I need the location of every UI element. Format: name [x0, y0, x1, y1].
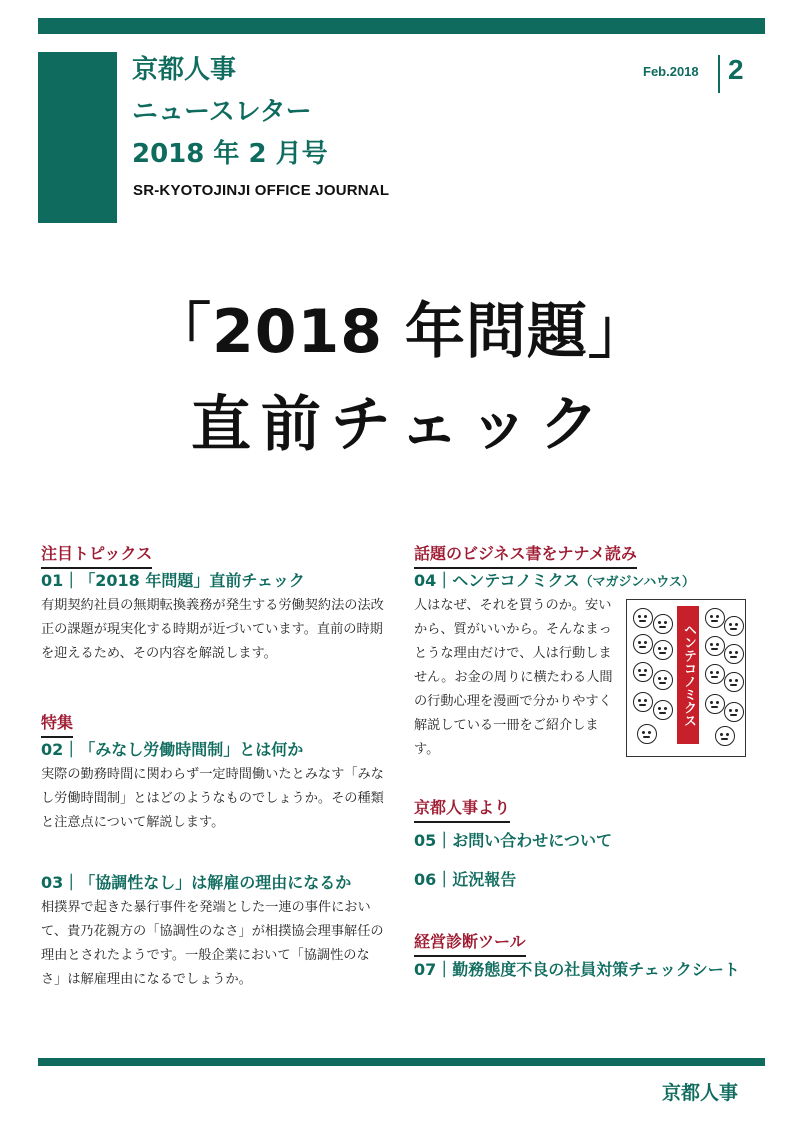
- masthead-subtitle: SR-KYOTOJINJI OFFICE JOURNAL: [133, 182, 390, 199]
- cartoon-face-icon: [705, 636, 725, 656]
- masthead-title-line2: ニュースレター: [132, 97, 312, 127]
- bottom-decorative-bar: [38, 1058, 765, 1066]
- article-04-publisher: （マガジンハウス）: [579, 575, 695, 590]
- article-04-title-text: 04｜ヘンテコノミクス: [414, 571, 580, 590]
- main-headline-line1: 「2018 年問題」: [151, 297, 649, 367]
- cartoon-face-icon: [633, 662, 653, 682]
- section-heading-feature: 特集: [41, 710, 73, 738]
- article-01-body: 有期契約社員の無期転換義務が発生する労働契約法の法改正の課題が現実化する時期が近づいています。直前の時期を迎えるため、その内容を解説します。: [41, 598, 384, 661]
- cartoon-face-icon: [724, 616, 744, 636]
- article-02-body: 実際の勤務時間に関わらず一定時間働いたとみなす「みなし労働時間制」とはどのようなものでしょうか。その種類と注意点について解説します。: [41, 767, 384, 830]
- issue-date: Feb.2018: [643, 64, 699, 79]
- article-07-title[interactable]: 07｜勤務態度不良の社員対策チェックシート: [414, 960, 740, 979]
- article-04-body: 人はなぜ、それを買うのか。安いから、質がいいから。そんなまっとうな理由だけで、人は行動しません。お金の周りに横たわる人間の行動心理を漫画で分かりやすく解説している一冊をご紹介します。: [414, 598, 613, 757]
- main-headline-line2: 直前チェック: [190, 390, 610, 460]
- masthead-title-line1: 京都人事: [132, 55, 237, 85]
- cartoon-face-icon: [724, 672, 744, 692]
- section-heading-diagnostic-tool: 経営診断ツール: [414, 929, 526, 957]
- book-cover-title: ヘンテコノミクス: [677, 606, 699, 744]
- top-decorative-bar: [38, 18, 765, 34]
- article-04-title[interactable]: [414, 568, 695, 591]
- article-03-title[interactable]: 03｜「協調性なし」は解雇の理由になるか: [41, 873, 352, 892]
- cartoon-face-icon: [724, 644, 744, 664]
- cartoon-face-icon: [653, 614, 673, 634]
- cartoon-face-icon: [715, 726, 735, 746]
- section-heading-office: 京都人事より: [414, 795, 510, 823]
- article-01-title[interactable]: 01｜「2018 年問題」直前チェック: [41, 571, 305, 590]
- issue-divider: [718, 55, 720, 93]
- cartoon-face-icon: [637, 724, 657, 744]
- section-heading-business-books: 話題のビジネス書をナナメ読み: [414, 541, 637, 569]
- cartoon-face-icon: [633, 608, 653, 628]
- article-06-title[interactable]: 06｜近況報告: [414, 870, 517, 889]
- masthead-issue-line: 2018 年 2 月号: [132, 139, 328, 169]
- article-02-title[interactable]: 02｜「みなし労働時間制」とは何か: [41, 740, 304, 759]
- article-03-body: 相撲界で起きた暴行事件を発端とした一連の事件において、貴乃花親方の「協調性のなさ」が相撲協会理事解任の理由とされたようです。一般企業において「協調性のなさ」は解雇理由になるでしょうか。: [41, 900, 384, 987]
- cartoon-face-icon: [653, 670, 673, 690]
- book-cover-image: [626, 599, 746, 757]
- masthead-color-block: [38, 52, 117, 223]
- cartoon-face-icon: [653, 640, 673, 660]
- issue-number: 2: [728, 54, 744, 85]
- cartoon-face-icon: [705, 608, 725, 628]
- cartoon-face-icon: [724, 702, 744, 722]
- cartoon-face-icon: [633, 634, 653, 654]
- article-05-title[interactable]: 05｜お問い合わせについて: [414, 831, 612, 850]
- footer-brand: 京都人事: [662, 1082, 739, 1104]
- cartoon-face-icon: [705, 664, 725, 684]
- cartoon-face-icon: [653, 700, 673, 720]
- cartoon-face-icon: [633, 692, 653, 712]
- cartoon-face-icon: [705, 694, 725, 714]
- section-heading-topics: 注目トピックス: [41, 541, 152, 569]
